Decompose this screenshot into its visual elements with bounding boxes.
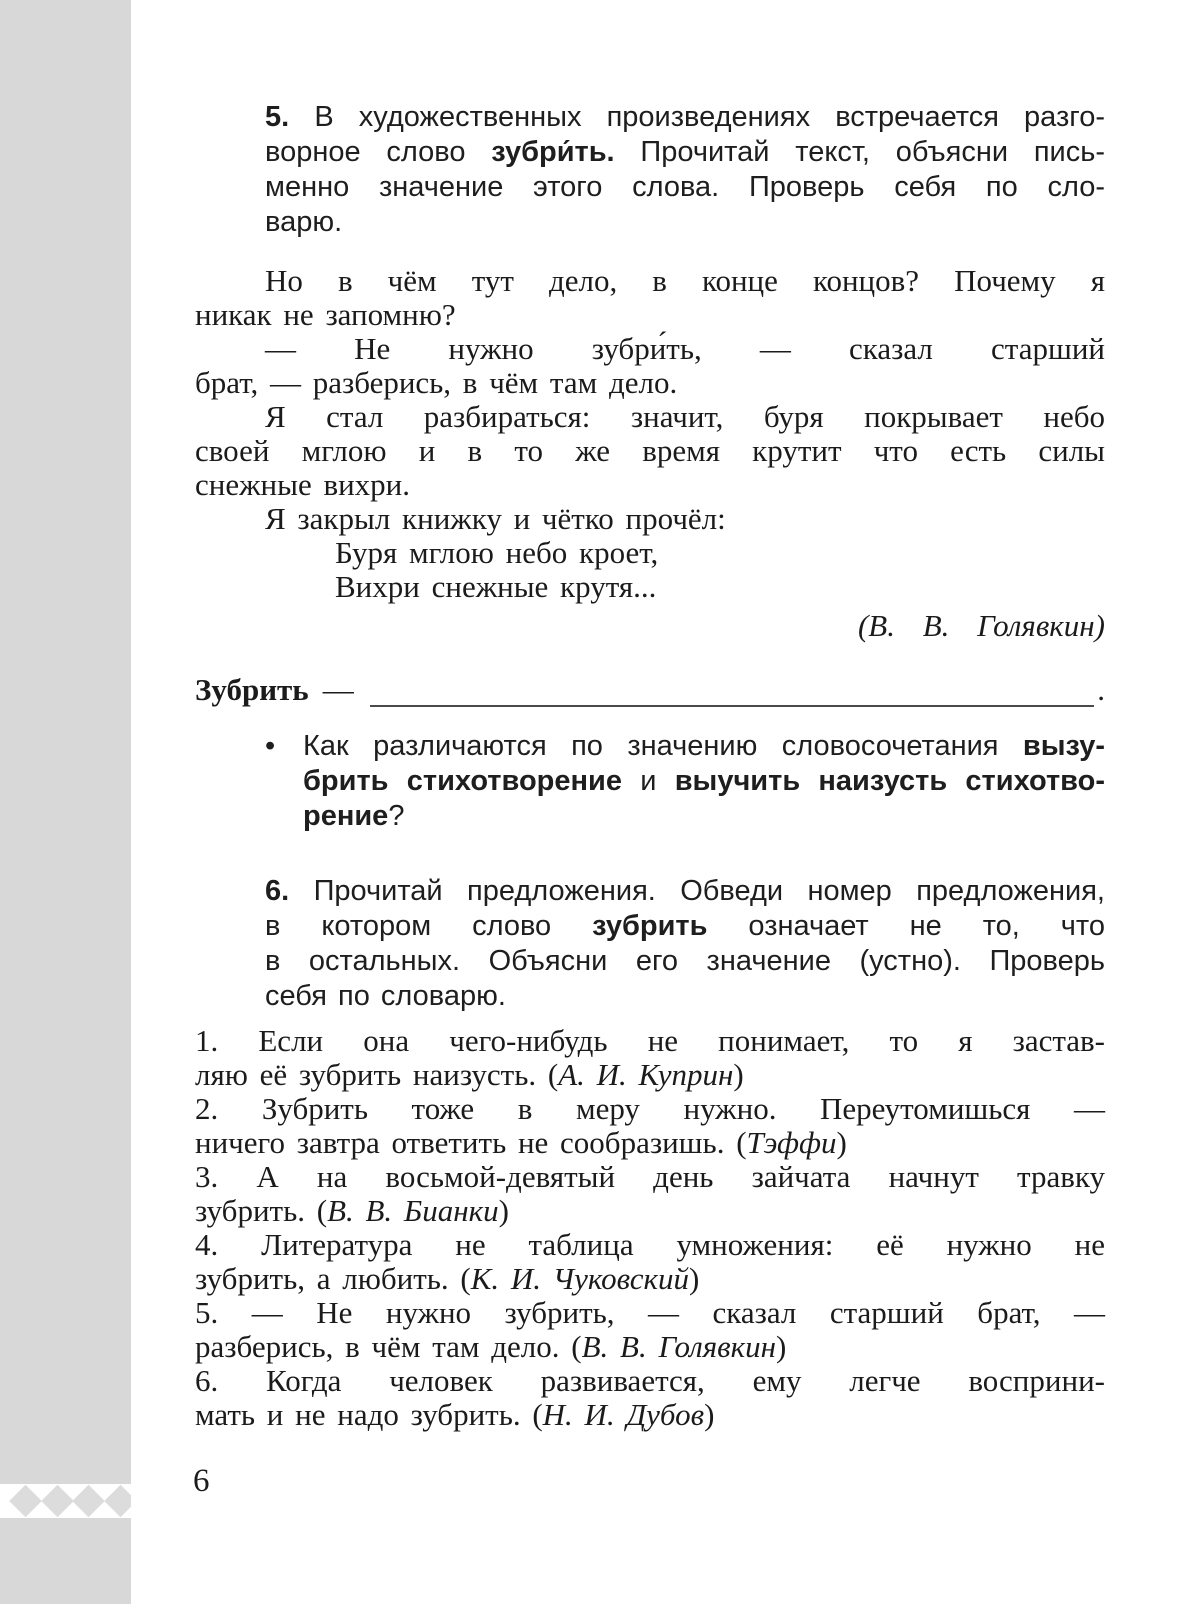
text-line: Я закрыл книжку и чётко прочёл: <box>265 501 726 536</box>
dash: — <box>322 672 354 707</box>
text-line: себя по словарю. <box>265 980 506 1012</box>
text-line: ляю её зубрить наизусть. (А. И. Куприн) <box>195 1057 744 1092</box>
sentence-item <box>195 1092 1105 1160</box>
period: . <box>1097 672 1105 707</box>
sentences-list <box>195 1024 1105 1432</box>
attribution: (В. В. Голявкин) <box>857 608 1105 643</box>
text-line: никак не запомню? <box>195 297 456 332</box>
task6-instruction <box>265 874 1105 1014</box>
text-line: 4. Литература не таблица умножения: её нужно не <box>195 1227 1105 1262</box>
text-line: Буря мглою небо кроет, <box>335 535 659 570</box>
poem <box>335 536 1105 604</box>
text-line: своей мглою и в то же время крутит что есть силы <box>195 433 1105 468</box>
story-paragraph <box>195 332 1105 400</box>
text-line: 5. В художественных произведениях встречается разго- <box>265 101 1105 133</box>
diamond-icon <box>104 1485 131 1518</box>
text-line: 3. А на восьмой-девятый день зайчата начнут травку <box>195 1159 1105 1194</box>
story-paragraph <box>195 264 1105 332</box>
text-line: 5. — Не нужно зубрить, — сказал старший брат, — <box>195 1295 1105 1330</box>
sentence-item <box>195 1024 1105 1092</box>
text-line: Как различаются по значению словосочетания вызу- <box>303 730 1105 762</box>
text-line: зубрить. (В. В. Бианки) <box>195 1193 509 1228</box>
bullet-question-text <box>303 729 1105 834</box>
text-line: разберись, в чём там дело. (В. В. Голявкин) <box>195 1329 787 1364</box>
page-content <box>195 0 1105 1432</box>
text-line: в котором слово зубрить означает не то, что <box>265 910 1105 942</box>
sentence-item <box>195 1296 1105 1364</box>
sentence-item <box>195 1364 1105 1432</box>
diamond-icon <box>72 1485 105 1518</box>
task5-instruction <box>265 100 1105 240</box>
diamond-icon <box>9 1485 42 1518</box>
text-line: менно значение этого слова. Проверь себя по сло- <box>265 171 1105 203</box>
text-line: ничего завтра ответить не сообразишь. (Тэффи) <box>195 1125 847 1160</box>
text-line: в остальных. Объясни его значение (устно). Проверь <box>265 945 1105 977</box>
sentence-item <box>195 1160 1105 1228</box>
story-paragraph <box>195 502 1105 536</box>
text-line: 6. Когда человек развивается, ему легче восприни- <box>195 1363 1105 1398</box>
fill-in-blank[interactable] <box>370 673 1095 707</box>
sentence-item <box>195 1228 1105 1296</box>
diamond-icon <box>41 1485 74 1518</box>
text-line: 2. Зубрить тоже в меру нужно. Переутомишься — <box>195 1091 1105 1126</box>
bullet-icon: • <box>265 730 276 762</box>
text-line: варю. <box>265 206 343 238</box>
text-line: брат, — разберись, в чём там дело. <box>195 365 678 400</box>
text-line: брить стихотворение и выучить наизусть стихотво- <box>303 765 1105 797</box>
text-line: — Не нужно зубри́ть, — сказал старший <box>265 331 1105 366</box>
page-number: 6 <box>193 1463 210 1499</box>
text-line: Вихри снежные крутя... <box>335 569 657 604</box>
text-line: 6. Прочитай предложения. Обведи номер предложения, <box>265 875 1105 907</box>
definition-row <box>195 673 1105 707</box>
story-text <box>195 264 1105 643</box>
story-paragraph <box>195 400 1105 502</box>
text-line: снежные вихри. <box>195 467 411 502</box>
fill-in-term: Зубрить <box>195 672 309 707</box>
text-line: Я стал разбираться: значит, буря покрывает небо <box>265 399 1105 434</box>
text-line: 1. Если она чего-нибудь не понимает, то я застав- <box>195 1023 1105 1058</box>
story-paragraphs <box>195 264 1105 536</box>
bullet-question <box>195 729 1105 834</box>
text-line: зубрить, а любить. (К. И. Чуковский) <box>195 1261 700 1296</box>
diamond-band <box>0 1484 131 1518</box>
text-line: рение? <box>303 800 405 832</box>
left-margin-strip <box>0 0 131 1604</box>
text-line: мать и не надо зубрить. (Н. И. Дубов) <box>195 1397 715 1432</box>
text-line: Но в чём тут дело, в конце концов? Почему я <box>265 263 1105 298</box>
text-line: ворное слово зубри́ть. Прочитай текст, объясни пись- <box>265 136 1105 168</box>
